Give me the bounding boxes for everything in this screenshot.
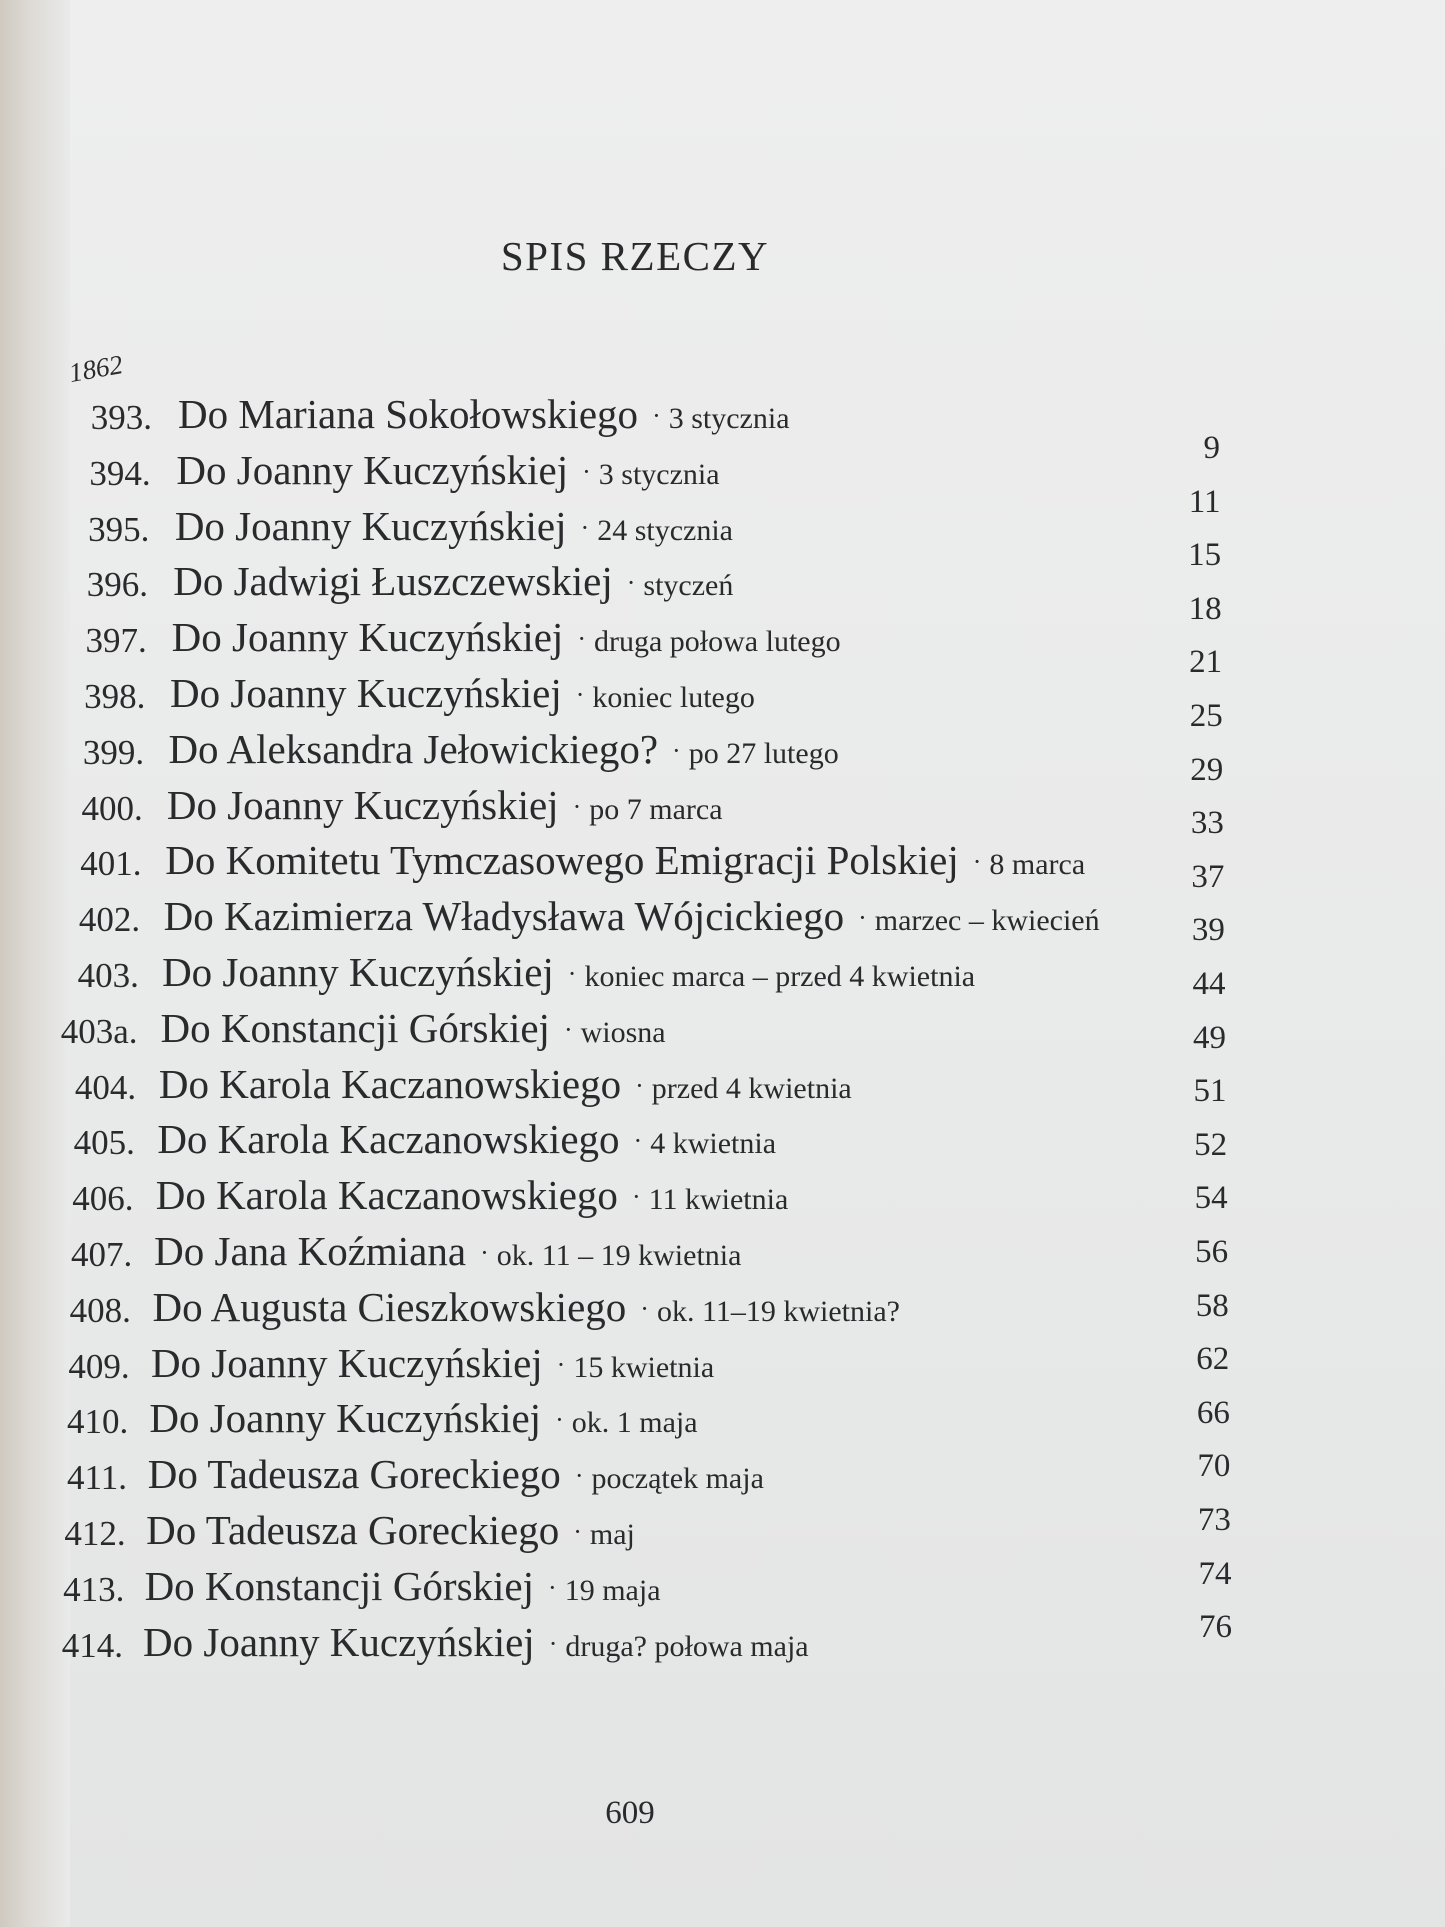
entry-recipient: [154, 1227, 741, 1275]
entry-date: styczeń: [643, 569, 734, 603]
entry-number: 396.: [86, 565, 149, 605]
entry-number: 413.: [63, 1569, 125, 1609]
entry-number: 401.: [80, 844, 142, 884]
toc-entry: [0, 669, 1445, 725]
recipient-name: Do Konstancji Górskiej: [144, 1562, 535, 1609]
recipient-name: Do Aleksandra Jełowickiego?: [168, 725, 659, 772]
toc-entry: [0, 836, 1445, 892]
toc-entry: [0, 948, 1445, 1004]
entry-number: 397.: [85, 621, 147, 661]
toc-entry: [0, 725, 1445, 781]
recipient-name: Do Karola Kaczanowskiego: [157, 1116, 620, 1163]
entry-date: 15 kwietnia: [573, 1350, 715, 1384]
recipient-name: Do Joanny Kuczyńskiej: [162, 949, 554, 995]
entry-recipient: [151, 1339, 714, 1387]
entry-page-number: 44: [1192, 966, 1226, 1002]
entry-recipient: [159, 1060, 852, 1108]
entry-recipient: [148, 1450, 764, 1498]
entry-recipient: [164, 892, 1100, 940]
entry-date: 3 stycznia: [668, 402, 790, 435]
entry-date: 4 kwietnia: [650, 1127, 777, 1161]
separator-dot: ·: [672, 735, 681, 765]
recipient-name: Do Joanny Kuczyńskiej: [171, 614, 564, 661]
recipient-name: Do Joanny Kuczyńskiej: [176, 446, 569, 493]
entry-date: przed 4 kwietnia: [651, 1071, 852, 1105]
recipient-name: Do Komitetu Tymczasowego Emigracji Polskiej: [165, 837, 959, 884]
entry-number: 393.: [90, 398, 152, 437]
recipient-name: Do Jana Koźmiana: [154, 1228, 467, 1274]
toc-entry: [0, 557, 1445, 613]
toc-entry: [0, 781, 1445, 837]
separator-dot: ·: [640, 1293, 649, 1323]
entry-recipient: [161, 1004, 666, 1052]
entry-page-number: 9: [1203, 430, 1220, 466]
separator-dot: ·: [631, 1182, 641, 1212]
toc-entry: [0, 892, 1445, 948]
entry-date: wiosna: [580, 1015, 666, 1049]
entry-date: ok. 11–19 kwietnia?: [656, 1294, 900, 1328]
entry-page-number: 49: [1193, 1019, 1226, 1056]
entry-date: 3 stycznia: [598, 457, 720, 491]
separator-dot: ·: [652, 401, 661, 430]
toc-entry: [0, 1171, 1445, 1227]
recipient-name: Do Jadwigi Łuszczewskiej: [173, 558, 613, 605]
page-number: 609: [605, 1795, 655, 1831]
separator-dot: ·: [573, 1517, 582, 1546]
recipient-name: Do Joanny Kuczyńskiej: [174, 502, 567, 549]
entry-number: 405.: [73, 1123, 135, 1163]
recipient-name: Do Joanny Kuczyńskiej: [143, 1618, 535, 1665]
entry-number: 403.: [77, 956, 139, 995]
entry-page-number: 11: [1188, 483, 1221, 520]
entry-date: koniec marca – przed 4 kwietnia: [584, 960, 976, 993]
recipient-name: Do Joanny Kuczyńskiej: [150, 1339, 543, 1386]
entry-recipient: [178, 390, 790, 438]
separator-dot: ·: [580, 512, 590, 542]
separator-dot: ·: [555, 1405, 564, 1435]
recipient-name: Do Mariana Sokołowskiego: [178, 391, 639, 437]
entry-recipient: [173, 557, 733, 605]
entry-page-number: 52: [1194, 1126, 1228, 1163]
recipient-name: Do Augusta Cieszkowskiego: [152, 1283, 627, 1330]
entry-number: 409.: [68, 1346, 130, 1386]
entry-recipient: [153, 1283, 900, 1331]
entry-number: 408.: [69, 1290, 131, 1330]
entry-page-number: 73: [1197, 1502, 1231, 1538]
entry-number: 402.: [78, 900, 141, 940]
page-title: SPIS RZECZY: [500, 233, 770, 279]
entry-number: 394.: [89, 453, 151, 493]
entry-number: 395.: [88, 509, 150, 549]
entry-page-number: 76: [1199, 1609, 1232, 1646]
separator-dot: ·: [548, 1628, 558, 1658]
entry-page-number: 18: [1188, 590, 1222, 627]
entry-page-number: 37: [1191, 858, 1225, 895]
separator-dot: ·: [574, 1461, 584, 1491]
separator-dot: ·: [556, 1349, 566, 1379]
entry-recipient: [143, 1618, 809, 1666]
separator-dot: ·: [480, 1238, 489, 1267]
entry-page-number: 33: [1190, 805, 1224, 842]
entry-recipient: [156, 1171, 789, 1219]
entry-number: 398.: [84, 677, 146, 716]
separator-dot: ·: [563, 1014, 573, 1044]
entry-number: 412.: [64, 1514, 126, 1553]
entry-date: druga połowa lutego: [594, 625, 841, 659]
entry-date: koniec lutego: [592, 681, 755, 714]
entry-page-number: 15: [1188, 537, 1222, 574]
entry-number: 410.: [67, 1402, 129, 1442]
entry-date: 24 stycznia: [597, 513, 733, 547]
entry-number: 411.: [67, 1458, 127, 1498]
entry-page-number: 58: [1195, 1287, 1229, 1324]
entry-page-number: 54: [1194, 1180, 1228, 1217]
toc-entry: [0, 1227, 1445, 1283]
recipient-name: Do Tadeusza Goreckiego: [147, 1451, 561, 1498]
toc-entry: [0, 1115, 1445, 1171]
year-heading: 1862: [66, 349, 126, 389]
entry-recipient: [167, 781, 723, 829]
entry-number: 407.: [70, 1235, 133, 1274]
entry-recipient: [176, 446, 719, 494]
toc-entry: [0, 446, 1445, 502]
separator-dot: ·: [577, 624, 586, 654]
entry-page-number: 62: [1196, 1341, 1230, 1378]
entry-page-number: 51: [1193, 1073, 1227, 1110]
entry-number: 400.: [81, 788, 143, 828]
entry-recipient: [145, 1562, 661, 1610]
separator-dot: ·: [575, 680, 585, 709]
entry-recipient: [165, 836, 1085, 884]
recipient-name: Do Konstancji Górskiej: [160, 1004, 550, 1051]
entry-page-number: 56: [1195, 1234, 1229, 1270]
recipient-name: Do Karola Kaczanowskiego: [155, 1172, 618, 1219]
entry-recipient: [157, 1115, 776, 1163]
separator-dot: ·: [567, 959, 577, 988]
entry-number: 406.: [72, 1179, 134, 1219]
entry-date: ok. 1 maja: [571, 1406, 698, 1440]
recipient-name: Do Joanny Kuczyńskiej: [170, 670, 562, 716]
entry-recipient: [149, 1394, 697, 1442]
separator-dot: ·: [858, 903, 867, 933]
entry-page-number: 39: [1191, 912, 1225, 949]
entry-date: maj: [589, 1518, 635, 1551]
recipient-name: Do Joanny Kuczyńskiej: [149, 1395, 542, 1442]
entry-page-number: 21: [1189, 644, 1223, 681]
entry-page-number: 66: [1196, 1394, 1230, 1431]
entry-date: 8 marca: [989, 848, 1086, 882]
entry-number: 403a.: [60, 1011, 138, 1051]
recipient-name: Do Tadeusza Goreckiego: [146, 1507, 560, 1553]
entry-recipient: [175, 502, 733, 550]
entry-page-number: 70: [1197, 1448, 1231, 1485]
entry-page-number: 74: [1198, 1555, 1232, 1592]
separator-dot: ·: [548, 1572, 557, 1602]
entry-recipient: [170, 669, 755, 717]
entry-recipient: [146, 1506, 635, 1554]
entry-date: druga? połowa maja: [565, 1629, 809, 1663]
toc-entry: [0, 613, 1445, 669]
recipient-name: Do Joanny Kuczyńskiej: [166, 781, 559, 828]
separator-dot: ·: [972, 847, 982, 877]
entry-page-number: 25: [1189, 698, 1223, 734]
separator-dot: ·: [626, 568, 636, 598]
toc-entry: [0, 1004, 1445, 1060]
entry-date: początek maja: [591, 1462, 764, 1496]
toc-entry: [0, 390, 1445, 446]
entry-recipient: [172, 613, 841, 661]
entry-date: ok. 11 – 19 kwietnia: [496, 1239, 742, 1272]
toc-entry: [0, 1060, 1445, 1116]
separator-dot: ·: [635, 1070, 644, 1100]
separator-dot: ·: [633, 1126, 643, 1156]
entry-recipient: [162, 948, 975, 996]
entry-page-number: 29: [1190, 751, 1224, 788]
entry-date: marzec – kwiecień: [874, 904, 1100, 938]
entry-date: po 7 marca: [589, 792, 723, 826]
toc-entry: [0, 502, 1445, 558]
entry-number: 404.: [74, 1067, 137, 1107]
separator-dot: ·: [582, 456, 591, 486]
entry-number: 399.: [82, 732, 145, 772]
recipient-name: Do Karola Kaczanowskiego: [158, 1060, 622, 1107]
entry-number: 414.: [61, 1625, 123, 1665]
separator-dot: ·: [572, 791, 582, 821]
entry-date: po 27 lutego: [688, 736, 839, 770]
recipient-name: Do Kazimierza Władysława Wójcickiego: [163, 893, 845, 940]
entry-recipient: [168, 725, 838, 773]
entry-date: 19 maja: [564, 1573, 661, 1607]
entry-date: 11 kwietnia: [648, 1183, 789, 1217]
